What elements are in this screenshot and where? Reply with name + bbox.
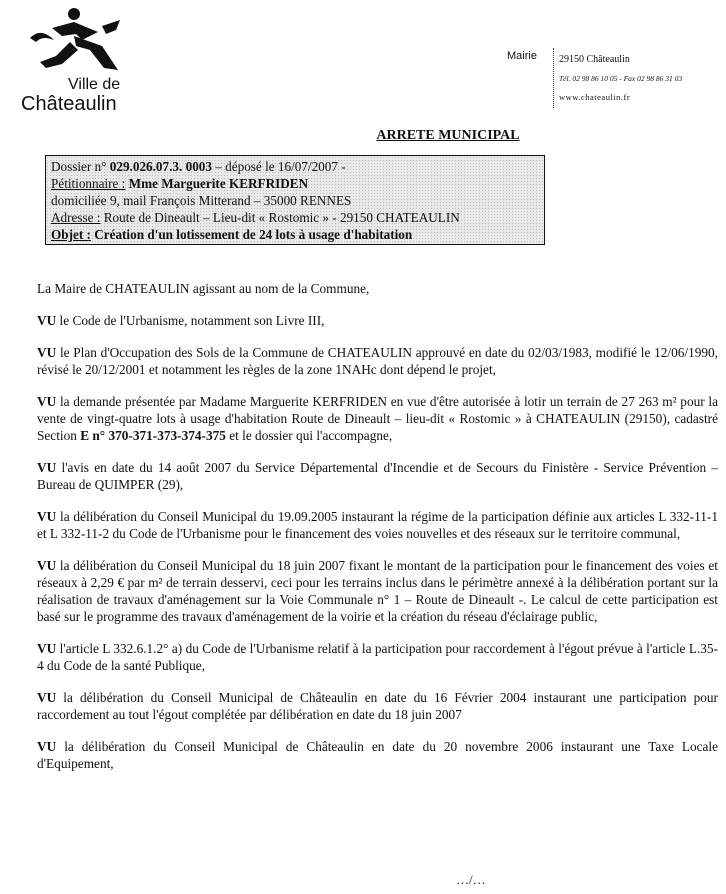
vu-text: la délibération du Conseil Municipal du 19.09.2005 instaurant la régime de la participation définie aux articles L 332-11-1 et L 332-11-2 du Code de l'Urbanisme pour le financement des voies nouvelles et des réseaux sur le territoire communal, [37,509,718,541]
objet-value: Création d'un lotissement de 24 lots à usage d'habitation [94,227,413,242]
petitionnaire-label: Pétitionnaire : [51,176,126,191]
mairie-phone-fax: Tél. 02 98 86 10 05 - Fax 02 98 86 31 03 [559,74,683,83]
decree-body [37,280,718,787]
dossier-number: 029.026.07.3. 0003 [109,159,212,174]
logo-text-city-name: Châteaulin [21,93,117,115]
petitionnaire-line [51,175,539,192]
city-logo [16,6,156,118]
vu-text: le Plan d'Occupation des Sols de la Commune de CHATEAULIN approuvé en date du 02/03/1983, modifié le 12/06/1990, révisé le 20/12/2001 et notamment les règles de la zone 1NAHc dont dépend le projet, [37,345,718,377]
mairie-website: www.chateaulin.fr [559,92,631,102]
vu-keyword: VU [37,739,57,754]
vu-paragraph-2 [37,344,718,378]
petitionnaire-name: Mme Marguerite KERFRIDEN [128,176,309,191]
intro-paragraph: La Maire de CHATEAULIN agissant au nom de la Commune, [37,281,370,296]
mairie-label: Mairie [507,50,537,62]
vu-text-end: et le dossier qui l'accompagne, [225,428,393,443]
mairie-address: 29150 Châteaulin [559,54,630,65]
mairie-divider [553,48,554,108]
vu-paragraph-7 [37,640,718,674]
objet-line [51,226,539,243]
dossier-line [51,158,539,175]
domicile-line: domiciliée 9, mail François Mitterand – 35000 RENNES [51,193,352,208]
cadastre-reference: E n° 370-371-373-374-375 [80,428,226,443]
vu-text: la délibération du Conseil Municipal du 18 juin 2007 fixant le montant de la participation pour le financement des voies et réseaux à 2,29 € par m² de terrain desservi, ceci pour les terrains inclus dans le périmètre annexé à la délibération portant sur la réalisation de travaux d'aménagement sur la Voie Communale n° 1 – Route de Dineault -. Le calcul de cette participation est basé sur le programme des travaux d'aménagement de la voirie et la création du réseau d'éclairage public, [37,558,718,624]
vu-paragraph-5 [37,508,718,542]
vu-text: l'article L 332.6.1.2° a) du Code de l'Urbanisme relatif à la participation pour raccordement à l'égout prévue à l'article L.35-4 du Code de la santé Publique, [37,641,718,673]
vu-keyword: VU [37,345,57,360]
adresse-line [51,209,539,226]
adresse-value: Route de Dineault – Lieu-dit « Rostomic » - 29150 CHATEAULIN [103,210,460,225]
vu-keyword: VU [37,690,57,705]
vu-keyword: VU [37,313,57,328]
vu-keyword: VU [37,509,57,524]
dossier-summary-box [45,155,545,245]
vu-text: la demande présentée par Madame Marguerite KERFRIDEN en vue d'être autorisée à lotir un terrain de 27 263 m² pour la vente de vingt-quatre lots à usage d'habitation Route de Dineault – lieu-dit « Rostomic » à CHATEAULIN (29150), cadastré Section [37,394,718,443]
vu-text: la délibération du Conseil Municipal de Châteaulin en date du 20 novembre 2006 instaurant une Taxe Locale d'Equipement, [37,739,718,771]
objet-label: Objet : [51,227,91,242]
dossier-deposit-date: – déposé le 16/07/2007 - [215,159,346,174]
vu-paragraph-9 [37,738,718,772]
vu-keyword: VU [37,641,57,656]
mairie-details [559,50,682,107]
dossier-label: Dossier n° [51,159,107,174]
vu-paragraph-3 [37,393,718,444]
vu-paragraph-8 [37,689,718,723]
vu-keyword: VU [37,460,57,475]
vu-paragraph-4 [37,459,718,493]
document-title: ARRETE MUNICIPAL [376,128,520,143]
vu-keyword: VU [37,558,57,573]
adresse-label: Adresse : [51,210,101,225]
vu-paragraph-6 [37,557,718,625]
vu-text: le Code de l'Urbanisme, notamment son Livre III, [56,313,325,328]
page-continuation-marker: …/… [456,872,486,887]
vu-keyword: VU [37,394,57,409]
vu-text: la délibération du Conseil Municipal de Châteaulin en date du 16 Février 2004 instaurant une participation pour raccordement au tout l'égout complétée par délibération en date du 18 juin 2007 [37,690,718,722]
vu-paragraph-1 [37,312,718,329]
vu-text: l'avis en date du 14 août 2007 du Service Départemental d'Incendie et de Secours du Finistère - Service Prévention – Bureau de QUIMPER (29), [37,460,718,492]
logo-text-ville-de: Ville de [68,76,121,93]
mairie-contact-block [507,48,719,108]
